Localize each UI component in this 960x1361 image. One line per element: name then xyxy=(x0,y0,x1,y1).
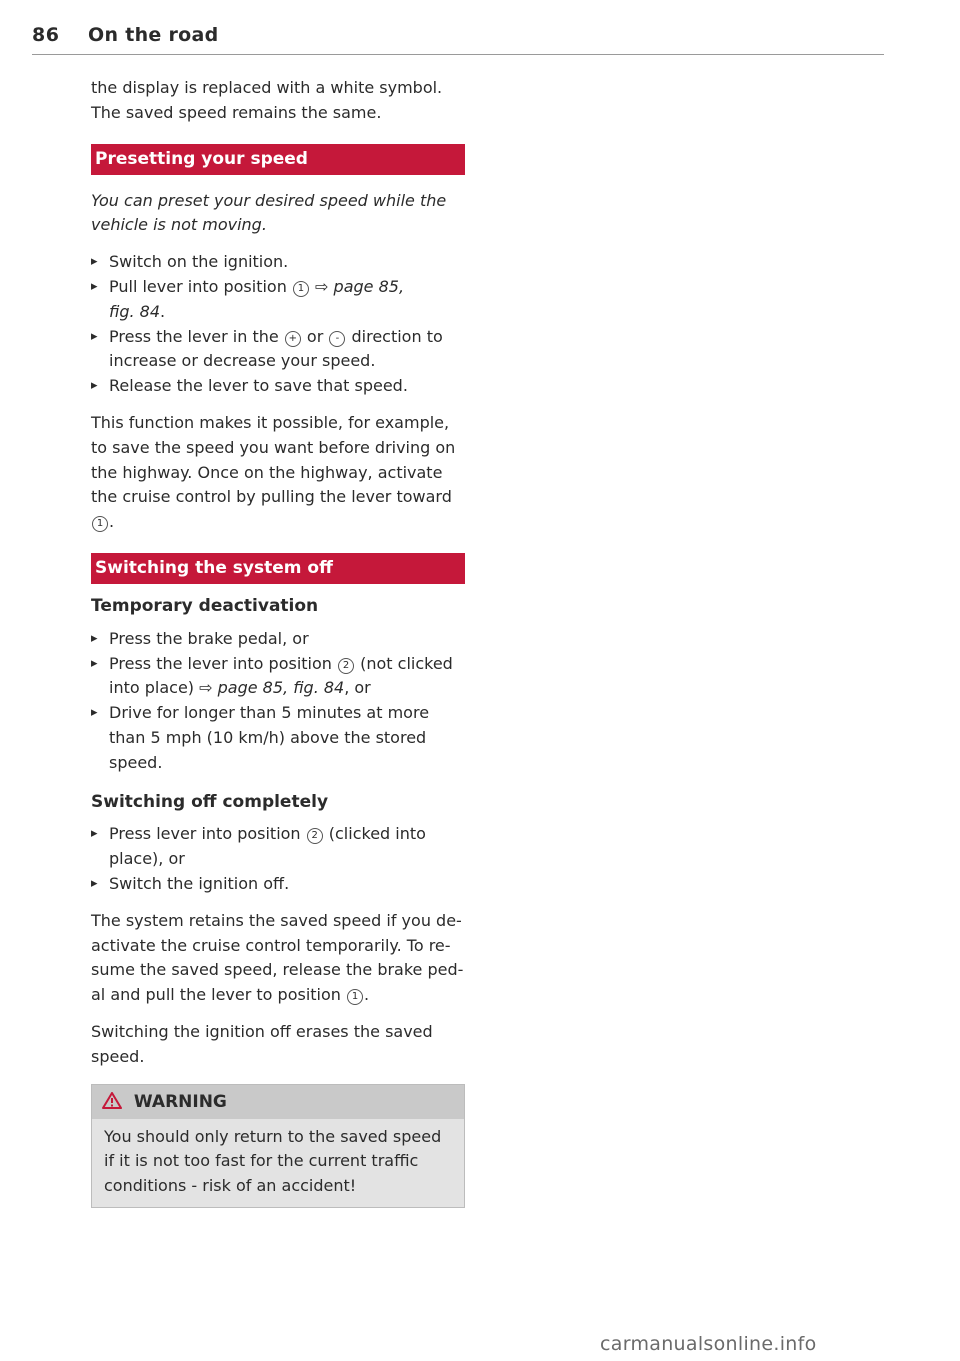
warning-header xyxy=(92,1085,464,1119)
presetting-steps xyxy=(91,250,465,399)
position-1-icon: 1 xyxy=(347,989,363,1005)
step-text: (not clicked xyxy=(360,653,453,673)
watermark: carmanualsonline.info xyxy=(600,1333,817,1355)
temporary-heading: Temporary deactivation xyxy=(91,595,319,616)
lead-line: You can preset your desired speed while the xyxy=(91,190,447,210)
complete-heading: Switching off completely xyxy=(91,791,329,812)
plus-icon: + xyxy=(285,331,301,347)
warning-triangle-icon xyxy=(102,1092,128,1112)
para-line: to save the speed you want before driving on xyxy=(91,437,456,457)
step-text: increase or decrease your speed. xyxy=(109,351,376,371)
step-text: Press the brake pedal, or xyxy=(109,628,309,648)
para-line: al and pull the lever to position xyxy=(91,985,341,1005)
list-item xyxy=(91,822,465,872)
step-text: (clicked into xyxy=(328,824,426,844)
para-line: speed. xyxy=(91,1046,145,1066)
erase-paragraph xyxy=(91,1020,465,1070)
figure-reference-link[interactable]: fig. 84 xyxy=(109,301,161,321)
step-text: Press the lever in the xyxy=(109,326,279,346)
step-text: place), or xyxy=(109,849,185,869)
para-line: the cruise control by pulling the lever toward xyxy=(91,487,452,507)
para-line: activate the cruise control temporarily. To re- xyxy=(91,935,451,955)
step-text: into place) xyxy=(109,678,195,698)
para-line: the highway. Once on the highway, activate xyxy=(91,462,443,482)
page-number: 86 xyxy=(32,24,60,46)
para-line: sume the saved speed, release the brake ped- xyxy=(91,960,464,980)
main-column xyxy=(91,76,465,1208)
step-text: or xyxy=(306,326,324,346)
step-text: , or xyxy=(344,678,371,698)
list-item xyxy=(91,250,465,275)
position-1-icon: 1 xyxy=(293,281,309,297)
step-text: direction to xyxy=(351,326,443,346)
list-item xyxy=(91,701,465,775)
step-text: Switch on the ignition. xyxy=(109,252,289,272)
presetting-paragraph: This function makes it possible, for example, to save the speed you want before driving on the highway. Once on the highway, activate the cruise control by pulling the lever toward 1 . xyxy=(91,412,456,532)
step-text: Release the lever to save that speed. xyxy=(109,376,408,396)
presetting-lead xyxy=(91,189,465,239)
warning-title: WARNING xyxy=(133,1091,227,1112)
warning-line: conditions - risk of an accident! xyxy=(104,1176,357,1196)
para-line: This function makes it possible, for example, xyxy=(91,412,450,432)
step-text: Drive for longer than 5 minutes at more xyxy=(109,703,430,723)
position-2-icon: 2 xyxy=(307,828,323,844)
position-2-icon: 2 xyxy=(338,658,354,674)
intro-text xyxy=(91,76,465,126)
page-reference-link[interactable]: ⇨ page 85, xyxy=(315,276,405,296)
position-1-icon: 1 xyxy=(92,516,108,532)
switching-heading: Switching the system off xyxy=(91,553,465,584)
temporary-steps xyxy=(91,627,465,776)
intro-line: The saved speed remains the same. xyxy=(91,102,382,122)
page-header xyxy=(32,24,884,55)
list-item xyxy=(91,652,465,702)
step-text: Press the lever into position xyxy=(109,653,332,673)
list-item xyxy=(91,325,465,375)
step-text: Press lever into position xyxy=(109,824,301,844)
list-item: ▸ Pull lever into position 1 ⇨ page 85, fig. 84. xyxy=(91,275,465,325)
list-item xyxy=(91,374,465,399)
page-reference-link[interactable]: ⇨ page 85, fig. 84 xyxy=(199,678,345,698)
para-line: The system retains the saved speed if you de- xyxy=(91,910,462,930)
presetting-heading: Presetting your speed xyxy=(91,144,465,175)
lead-line: vehicle is not moving. xyxy=(91,215,267,235)
list-item xyxy=(91,872,465,897)
retain-paragraph: The system retains the saved speed if you de- activate the cruise control temporarily. To re- sume the saved speed, release the brake ped- al and pull the lever to position 1 . xyxy=(91,910,464,1005)
warning-body xyxy=(92,1119,464,1207)
step-text: Switch the ignition off. xyxy=(109,873,290,893)
intro-line: the display is replaced with a white symbol. xyxy=(91,78,443,97)
section-title: On the road xyxy=(88,24,219,46)
warning-line: if it is not too fast for the current traffic xyxy=(104,1151,419,1171)
list-item xyxy=(91,627,465,652)
warning-box xyxy=(91,1084,465,1208)
step-text: speed. xyxy=(109,752,163,772)
para-line: Switching the ignition off erases the saved xyxy=(91,1021,433,1041)
minus-icon: - xyxy=(329,331,345,347)
step-text: Pull lever into position xyxy=(109,276,287,296)
complete-steps xyxy=(91,822,465,896)
warning-line: You should only return to the saved speed xyxy=(104,1126,442,1146)
step-text: than 5 mph (10 km/h) above the stored xyxy=(109,727,427,747)
